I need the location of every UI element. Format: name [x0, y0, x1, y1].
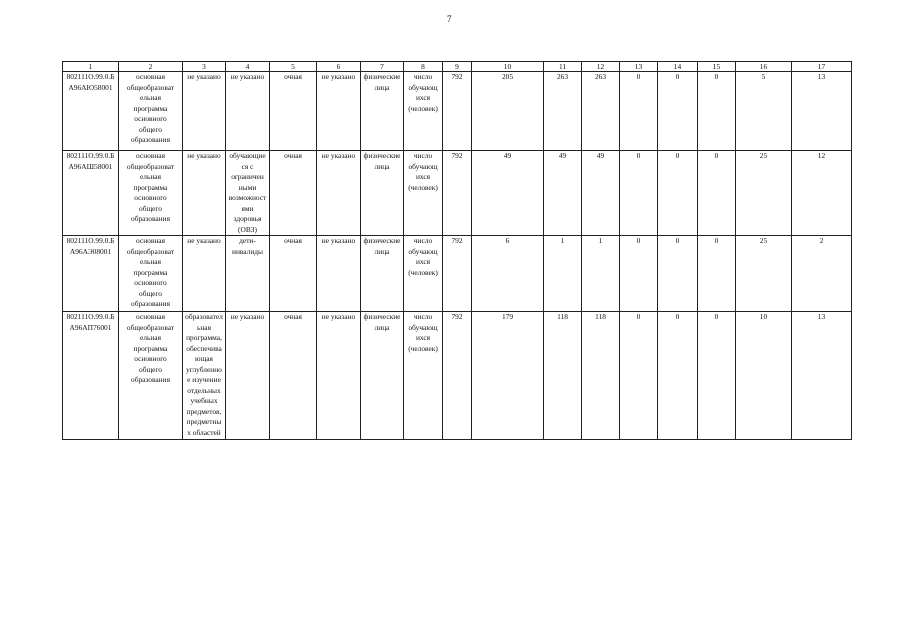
- value-cell: 263: [582, 72, 620, 151]
- value-cell: 205: [472, 72, 544, 151]
- value-cell: 0: [620, 151, 658, 236]
- form-cell: очная: [270, 312, 317, 440]
- column-header: 9: [443, 62, 472, 72]
- value-cell: 6: [472, 236, 544, 312]
- value-cell: 0: [698, 236, 736, 312]
- program-cell: основная общеобразоват ельная программа основного общего образования: [119, 72, 183, 151]
- column-header: 13: [620, 62, 658, 72]
- table-cell: обучающие ся с ограничен ными возможност ями здоровья (ОВЗ): [226, 151, 270, 236]
- table-cell: не указано: [183, 236, 226, 312]
- value-cell: 49: [582, 151, 620, 236]
- column-header: 10: [472, 62, 544, 72]
- persons-cell: физические лица: [361, 72, 404, 151]
- indicator-cell: число обучающ ихся (человек): [404, 151, 443, 236]
- column-header: 14: [658, 62, 698, 72]
- value-cell: 1: [582, 236, 620, 312]
- table-row: [63, 312, 852, 440]
- value-cell: 179: [472, 312, 544, 440]
- value-cell: 49: [544, 151, 582, 236]
- value-cell: 49: [472, 151, 544, 236]
- value-cell: 13: [792, 312, 852, 440]
- table-cell: дети- инвалиды: [226, 236, 270, 312]
- indicator-cell: число обучающ ихся (человек): [404, 72, 443, 151]
- value-cell: 1: [544, 236, 582, 312]
- registry-code-cell: 802111О.99.0.Б А96АШ58001: [63, 151, 119, 236]
- table-cell: не указано: [226, 312, 270, 440]
- indicator-cell: число обучающ ихся (человек): [404, 236, 443, 312]
- column-header: 12: [582, 62, 620, 72]
- okei-cell: 792: [443, 151, 472, 236]
- persons-cell: физические лица: [361, 236, 404, 312]
- okei-cell: 792: [443, 236, 472, 312]
- persons-cell: физические лица: [361, 312, 404, 440]
- value-cell: 0: [620, 312, 658, 440]
- column-header: 8: [404, 62, 443, 72]
- value-cell: 0: [620, 72, 658, 151]
- program-cell: основная общеобразоват ельная программа основного общего образования: [119, 151, 183, 236]
- column-header: 7: [361, 62, 404, 72]
- table-row: [63, 236, 852, 312]
- value-cell: 0: [658, 72, 698, 151]
- page-number: 7: [447, 14, 452, 24]
- program-cell: основная общеобразоват ельная программа основного общего образования: [119, 312, 183, 440]
- report-table: [62, 61, 852, 440]
- form-cell: очная: [270, 236, 317, 312]
- table-cell: образовател ьная программа, обеспечива ющая углубленно е изучение отдельных учебных предметов, предметны х областей: [183, 312, 226, 440]
- value-cell: 25: [736, 236, 792, 312]
- value-cell: 0: [698, 312, 736, 440]
- table-cell: не указано: [183, 151, 226, 236]
- registry-code-cell: 802111О.99.0.Б А96АП76001: [63, 312, 119, 440]
- column-header: 3: [183, 62, 226, 72]
- table-cell: не указано: [317, 151, 361, 236]
- column-header: 6: [317, 62, 361, 72]
- persons-cell: физические лица: [361, 151, 404, 236]
- value-cell: 25: [736, 151, 792, 236]
- value-cell: 10: [736, 312, 792, 440]
- value-cell: 0: [620, 236, 658, 312]
- column-header: 4: [226, 62, 270, 72]
- table-cell: не указано: [226, 72, 270, 151]
- indicator-cell: число обучающ ихся (человек): [404, 312, 443, 440]
- column-header: 1: [63, 62, 119, 72]
- okei-cell: 792: [443, 72, 472, 151]
- table-cell: не указано: [317, 236, 361, 312]
- value-cell: 0: [658, 151, 698, 236]
- value-cell: 5: [736, 72, 792, 151]
- value-cell: 0: [658, 312, 698, 440]
- column-header: 17: [792, 62, 852, 72]
- value-cell: 118: [544, 312, 582, 440]
- registry-code-cell: 802111О.99.0.Б А96АЮ58001: [63, 72, 119, 151]
- table-cell: не указано: [317, 72, 361, 151]
- value-cell: 0: [698, 72, 736, 151]
- registry-code-cell: 802111О.99.0.Б А96АЭ08001: [63, 236, 119, 312]
- value-cell: 2: [792, 236, 852, 312]
- okei-cell: 792: [443, 312, 472, 440]
- value-cell: 0: [698, 151, 736, 236]
- table-cell: не указано: [183, 72, 226, 151]
- header-row: [63, 62, 852, 72]
- value-cell: 13: [792, 72, 852, 151]
- form-cell: очная: [270, 72, 317, 151]
- form-cell: очная: [270, 151, 317, 236]
- column-header: 16: [736, 62, 792, 72]
- program-cell: основная общеобразоват ельная программа основного общего образования: [119, 236, 183, 312]
- table-row: [63, 151, 852, 236]
- column-header: 2: [119, 62, 183, 72]
- column-header: 15: [698, 62, 736, 72]
- value-cell: 263: [544, 72, 582, 151]
- value-cell: 0: [658, 236, 698, 312]
- table-cell: не указано: [317, 312, 361, 440]
- column-header: 11: [544, 62, 582, 72]
- value-cell: 118: [582, 312, 620, 440]
- value-cell: 12: [792, 151, 852, 236]
- table-row: [63, 72, 852, 151]
- column-header: 5: [270, 62, 317, 72]
